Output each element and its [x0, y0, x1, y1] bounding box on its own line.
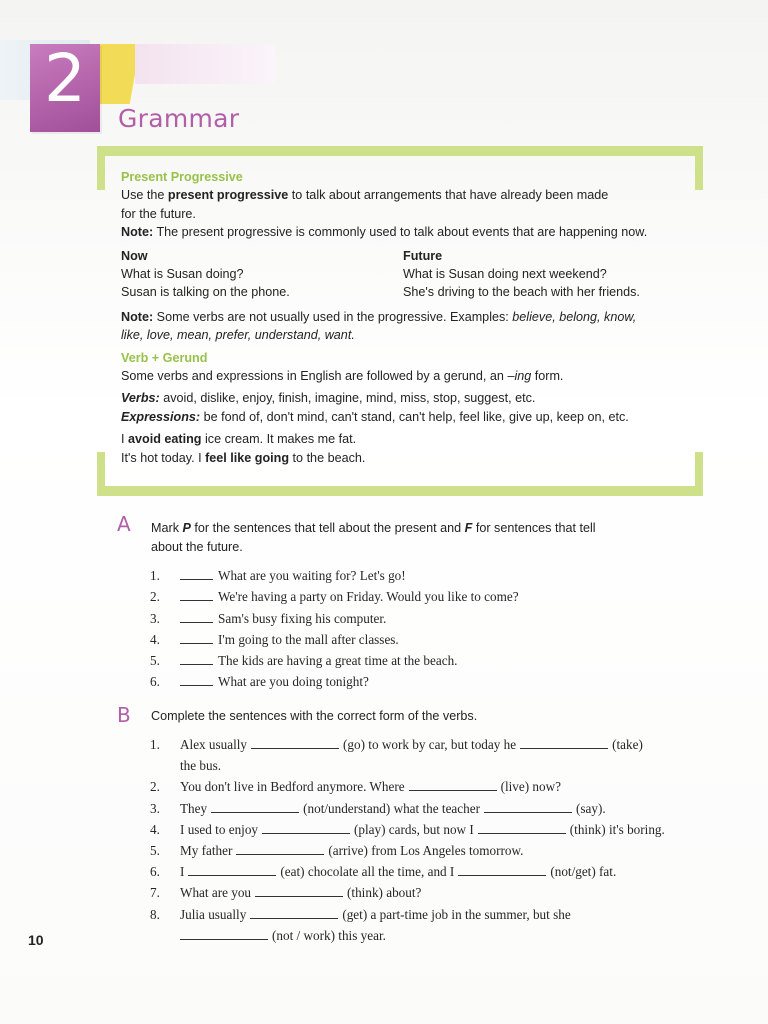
grammar-box-content — [121, 168, 701, 467]
now-future-columns — [121, 247, 701, 302]
answer-blank[interactable] — [520, 736, 608, 749]
gerund-example-1: I avoid eating ice cream. It makes me fat. — [121, 432, 357, 447]
answer-blank[interactable] — [484, 800, 572, 813]
answer-blank[interactable] — [251, 736, 339, 749]
gerund-example-2: It's hot today. I feel like going to the beach. — [121, 450, 366, 465]
verb-gerund-heading: Verb + Gerund — [121, 350, 208, 365]
exercise-b-item: 4. I used to enjoy (play) cards, but now I (think) it's boring. — [150, 821, 665, 837]
page-title: Grammar — [118, 104, 240, 133]
now-column: Now What is Susan doing? Susan is talking on the phone. — [121, 248, 290, 300]
exercise-b-item: 3. They (not/understand) what the teacher (say). — [150, 800, 606, 816]
chapter-number: 2 — [44, 40, 86, 117]
exercise-b-item: 1. Alex usually (go) to work by car, but today he (take) the bus. — [150, 737, 643, 774]
answer-blank[interactable] — [180, 631, 213, 644]
exercise-b-item: 7. What are you (think) about? — [150, 885, 422, 901]
progressive-note-2-line2: like, love, mean, prefer, understand, want. — [121, 328, 355, 343]
future-column: Future What is Susan doing next weekend? She's driving to the beach with her friends. — [403, 248, 640, 300]
progressive-note-2: Note: Some verbs are not usually used in the progressive. Examples: believe, belong, know, — [121, 309, 637, 324]
answer-blank[interactable] — [211, 800, 299, 813]
present-progressive-intro-line2: for the future. — [121, 206, 196, 221]
verbs-list: Verbs: avoid, dislike, enjoy, finish, imagine, mind, miss, stop, suggest, etc. — [121, 391, 536, 406]
answer-blank[interactable] — [250, 906, 338, 919]
header-decoration-pink — [135, 44, 275, 84]
verb-gerund-intro: Some verbs and expressions in English are followed by a gerund, an –ing form. — [121, 369, 564, 384]
exercise-a-letter: A — [117, 512, 131, 536]
exercise-a-instruction: Mark P for the sentences that tell about the present and F for sentences that tell about the future. — [151, 521, 596, 554]
answer-blank[interactable] — [409, 778, 497, 791]
answer-blank[interactable] — [262, 821, 350, 834]
answer-blank[interactable] — [180, 673, 213, 686]
exercise-b-instruction: Complete the sentences with the correct form of the verbs. — [151, 709, 478, 723]
exercise-b-item: 6. I (eat) chocolate all the time, and I (not/get) fat. — [150, 864, 617, 880]
answer-blank[interactable] — [478, 821, 566, 834]
answer-blank[interactable] — [180, 610, 213, 623]
present-progressive-intro: Use the present progressive to talk about arrangements that have already been made — [121, 188, 609, 203]
chapter-badge — [30, 40, 100, 132]
answer-blank[interactable] — [180, 927, 268, 940]
expressions-list: Expressions: be fond of, don't mind, can't stand, can't help, feel like, give up, keep on, etc. — [121, 409, 629, 424]
answer-blank[interactable] — [458, 863, 546, 876]
answer-blank[interactable] — [255, 884, 343, 897]
answer-blank[interactable] — [236, 842, 324, 855]
exercise-b-letter: B — [117, 703, 131, 727]
page-number: 10 — [28, 932, 44, 948]
answer-blank[interactable] — [180, 588, 213, 601]
exercise-b-item: 5. My father (arrive) from Los Angeles tomorrow. — [150, 843, 524, 859]
exercise-b-item: 8. Julia usually (get) a part-time job in the summer, but she (not / work) this year. — [150, 906, 571, 943]
exercise-b-item: 2. You don't live in Bedford anymore. Where (live) now? — [150, 779, 561, 795]
answer-blank[interactable] — [188, 863, 276, 876]
answer-blank[interactable] — [180, 652, 213, 665]
present-progressive-note: Note: The present progressive is commonly used to talk about events that are happening now. — [121, 225, 648, 240]
exercise-b-list — [150, 734, 665, 946]
answer-blank[interactable] — [180, 567, 213, 580]
present-progressive-heading: Present Progressive — [121, 170, 243, 184]
